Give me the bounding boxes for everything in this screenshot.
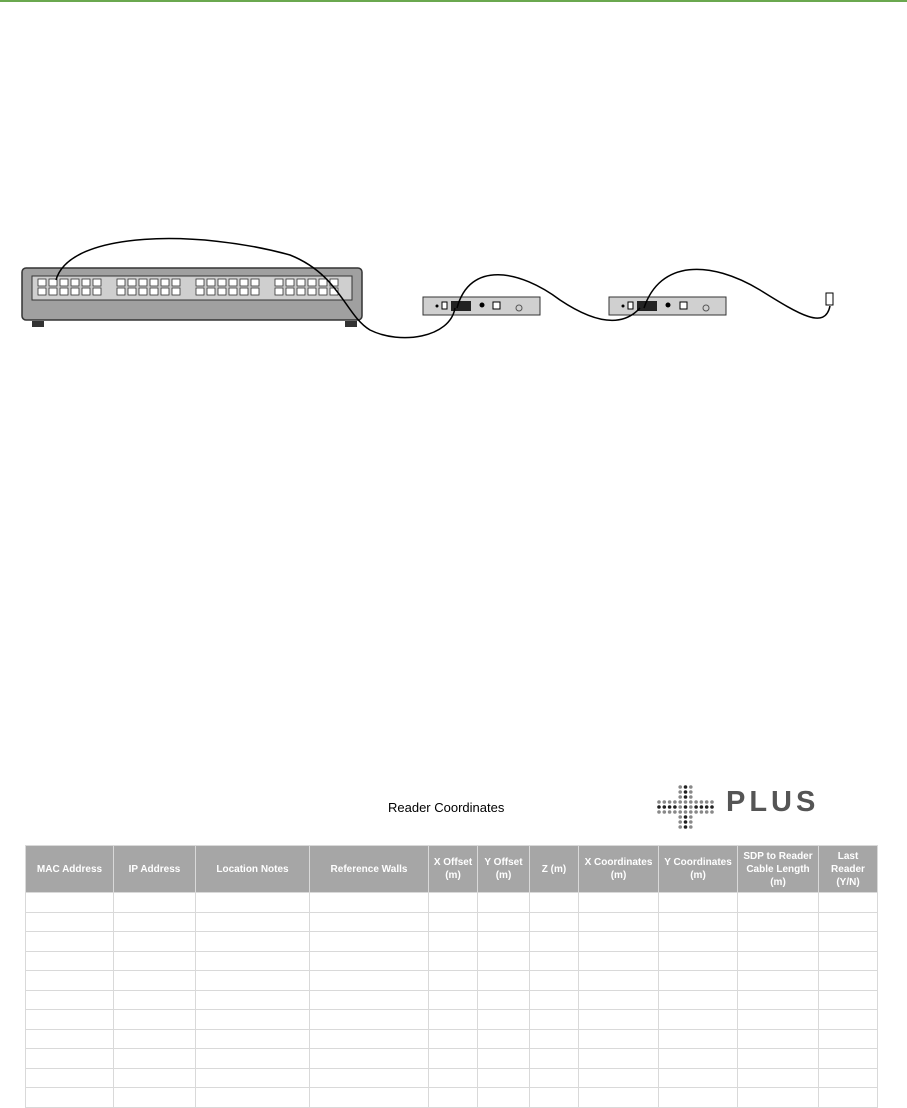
table-cell[interactable] [114,1049,196,1069]
switch-port [308,288,316,295]
table-cell[interactable] [819,951,878,971]
table-row [26,1010,878,1030]
switch-port [71,288,79,295]
table-cell[interactable] [26,971,114,991]
switch-port [93,279,101,286]
switch-port [218,288,226,295]
table-row [26,1029,878,1049]
table-cell[interactable] [26,990,114,1010]
table-cell[interactable] [530,1049,579,1069]
switch-port [275,288,283,295]
table-cell[interactable] [196,971,310,991]
column-header: Y Offset (m) [478,846,530,893]
column-header: SDP to Reader Cable Length (m) [738,846,819,893]
table-cell[interactable] [819,893,878,913]
table-cell[interactable] [819,912,878,932]
table-cell[interactable] [579,1029,659,1049]
plus-logo-mark [656,784,716,830]
column-header: IP Address [114,846,196,893]
table-cell[interactable] [579,932,659,952]
table-cell[interactable] [738,1049,819,1069]
table-cell[interactable] [310,971,429,991]
table-cell[interactable] [429,1068,478,1088]
table-row [26,1088,878,1108]
table-cell[interactable] [114,912,196,932]
table-cell[interactable] [26,932,114,952]
switch-port [172,288,180,295]
table-cell[interactable] [310,990,429,1010]
switch-port [161,288,169,295]
switch-port [71,279,79,286]
table-cell[interactable] [819,1010,878,1030]
table-row [26,990,878,1010]
switch-port [172,279,180,286]
table-cell[interactable] [26,912,114,932]
table-cell[interactable] [530,893,579,913]
switch-port [286,288,294,295]
switch-port [207,279,215,286]
table-cell[interactable] [310,951,429,971]
table-cell[interactable] [478,1068,530,1088]
switch-port [38,288,46,295]
table-cell[interactable] [114,971,196,991]
table-cell[interactable] [530,1029,579,1049]
table-cell[interactable] [659,951,738,971]
table-cell[interactable] [478,1049,530,1069]
table-cell[interactable] [478,990,530,1010]
table-row [26,971,878,991]
table-cell[interactable] [429,951,478,971]
table-cell[interactable] [478,1010,530,1030]
switch-port [60,279,68,286]
table-cell[interactable] [196,912,310,932]
switch-port [240,279,248,286]
switch-port [161,279,169,286]
table-cell[interactable] [478,893,530,913]
table-cell[interactable] [196,932,310,952]
table-cell[interactable] [310,932,429,952]
table-cell[interactable] [196,1010,310,1030]
network-diagram [0,220,907,350]
table-cell[interactable] [26,951,114,971]
table-cell[interactable] [196,1068,310,1088]
switch-port [196,279,204,286]
table-row [26,932,878,952]
table-cell[interactable] [738,1068,819,1088]
table-cell[interactable] [429,1049,478,1069]
table-cell[interactable] [26,1010,114,1030]
table-cell[interactable] [114,1010,196,1030]
table-cell[interactable] [579,990,659,1010]
table-cell[interactable] [429,912,478,932]
switch-port [117,279,125,286]
table-cell[interactable] [478,1088,530,1108]
table-cell[interactable] [26,1088,114,1108]
table-cell[interactable] [478,912,530,932]
table-cell[interactable] [26,1068,114,1088]
table-cell[interactable] [579,971,659,991]
table-cell[interactable] [659,1010,738,1030]
table-cell[interactable] [738,932,819,952]
switch-port [38,279,46,286]
switch-port [49,288,57,295]
table-cell[interactable] [819,1049,878,1069]
table-cell[interactable] [196,1029,310,1049]
switch-port [319,288,327,295]
table-cell[interactable] [579,1068,659,1088]
table-cell[interactable] [579,1010,659,1030]
switch-port [128,279,136,286]
cable-terminator [826,293,833,305]
switch-port [297,288,305,295]
table-cell[interactable] [196,990,310,1010]
network-switch [22,268,362,327]
table-cell[interactable] [738,893,819,913]
table-row [26,1049,878,1069]
table-row [26,893,878,913]
table-cell[interactable] [196,951,310,971]
table-cell[interactable] [659,893,738,913]
reader-device-2 [609,297,726,315]
table-cell[interactable] [659,1068,738,1088]
switch-port [139,288,147,295]
table-cell[interactable] [579,912,659,932]
table-cell[interactable] [579,951,659,971]
table-cell[interactable] [310,893,429,913]
table-cell[interactable] [114,1068,196,1088]
table-cell[interactable] [738,1010,819,1030]
column-header: Last Reader (Y/N) [819,846,878,893]
table-cell[interactable] [530,1068,579,1088]
table-cell[interactable] [819,1088,878,1108]
table-cell[interactable] [819,971,878,991]
switch-port [150,288,158,295]
table-cell[interactable] [738,1088,819,1108]
table-cell[interactable] [429,893,478,913]
table-cell[interactable] [429,1088,478,1108]
table-cell[interactable] [579,1049,659,1069]
table-cell[interactable] [310,1068,429,1088]
plus-logo-text: PLUS [726,786,820,818]
switch-port [128,288,136,295]
table-cell[interactable] [310,912,429,932]
table-cell[interactable] [478,1029,530,1049]
table-cell[interactable] [310,1088,429,1108]
table-cell[interactable] [429,1010,478,1030]
table-cell[interactable] [738,951,819,971]
switch-port [150,279,158,286]
table-cell[interactable] [114,932,196,952]
table-cell[interactable] [114,951,196,971]
table-cell[interactable] [738,1029,819,1049]
table-cell[interactable] [819,1029,878,1049]
table-cell[interactable] [310,1029,429,1049]
top-divider [0,0,907,2]
table-cell[interactable] [26,893,114,913]
table-cell[interactable] [114,1088,196,1108]
switch-port [297,279,305,286]
table-cell[interactable] [196,893,310,913]
column-header: Location Notes [196,846,310,893]
table-cell[interactable] [429,932,478,952]
table-cell[interactable] [429,990,478,1010]
table-cell[interactable] [114,1029,196,1049]
table-cell[interactable] [530,932,579,952]
table-cell[interactable] [530,990,579,1010]
table-cell[interactable] [579,1088,659,1108]
table-cell[interactable] [659,990,738,1010]
table-cell[interactable] [659,1029,738,1049]
table-cell[interactable] [26,1029,114,1049]
table-cell[interactable] [530,951,579,971]
table-cell[interactable] [310,1010,429,1030]
table-cell[interactable] [659,912,738,932]
switch-port [251,279,259,286]
switch-port [218,279,226,286]
table-cell[interactable] [310,1049,429,1069]
switch-port [308,279,316,286]
table-cell[interactable] [738,990,819,1010]
table-cell[interactable] [429,1029,478,1049]
column-header: Y Coordinates (m) [659,846,738,893]
table-cell[interactable] [530,912,579,932]
switch-port [82,279,90,286]
switch-port [82,288,90,295]
switch-port [207,288,215,295]
column-header: Z (m) [530,846,579,893]
table-cell[interactable] [196,1088,310,1108]
page-title: Reader Coordinates [388,800,505,815]
reader-coordinates-table [25,845,878,1108]
column-header: X Offset (m) [429,846,478,893]
switch-port [319,279,327,286]
table-cell[interactable] [478,932,530,952]
switch-port [275,279,283,286]
switch-port [49,279,57,286]
table-cell[interactable] [819,1068,878,1088]
table-cell[interactable] [478,951,530,971]
column-header: Reference Walls [310,846,429,893]
table-cell[interactable] [819,932,878,952]
table-cell[interactable] [659,971,738,991]
reader-device-1 [423,297,540,315]
table-cell[interactable] [819,990,878,1010]
switch-port [229,288,237,295]
table-cell[interactable] [429,971,478,991]
switch-port [240,288,248,295]
table-cell[interactable] [659,932,738,952]
table-cell[interactable] [579,893,659,913]
table-cell[interactable] [738,912,819,932]
table-cell[interactable] [196,1049,310,1069]
table-row [26,1068,878,1088]
table-cell[interactable] [26,1049,114,1069]
column-header: MAC Address [26,846,114,893]
switch-port [286,279,294,286]
table-cell[interactable] [114,893,196,913]
switch-port [60,288,68,295]
table-row [26,951,878,971]
table-cell[interactable] [530,1088,579,1108]
switch-port [196,288,204,295]
table-cell[interactable] [530,1010,579,1030]
table-cell[interactable] [478,971,530,991]
switch-port [251,288,259,295]
table-cell[interactable] [114,990,196,1010]
switch-port [229,279,237,286]
table-cell[interactable] [530,971,579,991]
table-row [26,912,878,932]
switch-port [117,288,125,295]
table-cell[interactable] [659,1049,738,1069]
column-header: X Coordinates (m) [579,846,659,893]
table-cell[interactable] [659,1088,738,1108]
switch-port [93,288,101,295]
switch-port [139,279,147,286]
table-cell[interactable] [738,971,819,991]
